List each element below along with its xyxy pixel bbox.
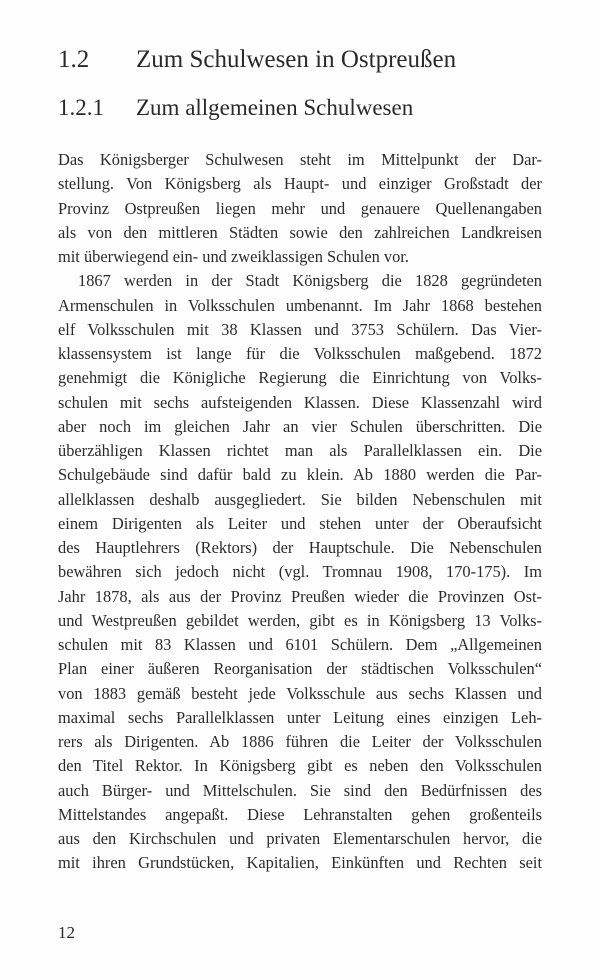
text-line: Armenschulen in Volksschulen umbenannt. Im Jahr 1868 bestehen bbox=[58, 295, 542, 315]
body-text bbox=[58, 148, 542, 876]
paragraph-2 bbox=[58, 269, 542, 875]
text-line: schulen mit 83 Klassen und 6101 Schülern. Dem „Allgemeinen bbox=[58, 635, 542, 654]
text-line: Provinz Ostpreußen liegen mehr und genauere Quellenangaben bbox=[58, 198, 542, 218]
text-line: des Hauptlehrers (Rektors) der Hauptschule. Die Nebenschulen bbox=[58, 538, 542, 557]
text-line: einem Dirigenten als Leiter und stehen unter der Oberaufsicht bbox=[58, 513, 542, 533]
text-line: klassensystem ist lange für die Volksschulen maßgebend. 1872 bbox=[58, 344, 542, 363]
text-line: und Westpreußen gebildet werden, gibt es in Königsberg 13 Volks- bbox=[58, 610, 542, 630]
subsection-heading bbox=[58, 95, 413, 121]
page-number: 12 bbox=[58, 923, 75, 942]
text-line: allelklassen deshalb ausgegliedert. Sie bilden Nebenschulen mit bbox=[58, 489, 542, 509]
text-line: aber noch im gleichen Jahr an vier Schulen überschritten. Die bbox=[58, 416, 542, 436]
text-line: überzähligen Klassen richtet man als Parallelklassen ein. Die bbox=[58, 441, 542, 460]
subsection-number: 1.2.1 bbox=[58, 95, 104, 120]
text-line: mit überwiegend ein- und zweiklassigen Schulen vor. bbox=[58, 247, 409, 266]
text-line: elf Volksschulen mit 38 Klassen und 3753 Schülern. Das Vier- bbox=[58, 319, 542, 339]
text-line: genehmigt die Königliche Regierung die Einrichtung von Volks- bbox=[58, 368, 542, 388]
text-line: aus den Kirchschulen und privaten Elementarschulen hervor, die bbox=[58, 829, 542, 848]
subsection-title: Zum allgemeinen Schulwesen bbox=[136, 95, 414, 120]
text-line: Plan einer äußeren Reorganisation der städtischen Volksschulen“ bbox=[58, 659, 542, 679]
section-heading bbox=[58, 46, 456, 74]
section-number: 1.2 bbox=[58, 46, 90, 73]
text-line: als von den mittleren Städten sowie den zahlreichen Landkreisen bbox=[58, 222, 542, 242]
text-line: Das Königsberger Schulwesen steht im Mittelpunkt der Dar- bbox=[58, 150, 542, 169]
text-line: stellung. Von Königsberg als Haupt- und einziger Großstadt der bbox=[58, 174, 542, 194]
text-line: bewähren sich jedoch nicht (vgl. Tromnau 1908, 170-175). Im bbox=[58, 562, 542, 582]
text-line: 1867 werden in der Stadt Königsberg die 1828 gegründeten bbox=[78, 271, 542, 291]
text-line: Jahr 1878, als aus der Provinz Preußen wieder die Provinzen Ost- bbox=[58, 586, 542, 606]
section-title: Zum Schulwesen in Ostpreußen bbox=[136, 46, 457, 73]
text-line: auch Bürger- und Mittelschulen. Sie sind den Bedürfnissen des bbox=[58, 780, 542, 800]
text-line: mit ihren Grundstücken, Kapitalien, Einkünften und Rechten seit bbox=[58, 853, 542, 873]
text-line: Mittelstandes angepaßt. Diese Lehranstalten gehen großenteils bbox=[58, 804, 542, 824]
text-line: rers als Dirigenten. Ab 1886 führen die Leiter der Volksschulen bbox=[58, 732, 542, 751]
text-line: Schulgebäude sind dafür bald zu klein. Ab 1880 werden die Par- bbox=[58, 465, 542, 485]
text-line: schulen mit sechs aufsteigenden Klassen. Diese Klassenzahl wird bbox=[58, 392, 542, 412]
text-line: den Titel Rektor. In Königsberg gibt es neben den Volksschulen bbox=[58, 756, 542, 776]
text-line: maximal sechs Parallelklassen unter Leitung eines einzigen Leh- bbox=[58, 707, 542, 727]
paragraph-1 bbox=[58, 148, 542, 269]
text-line: von 1883 gemäß besteht jede Volksschule aus sechs Klassen und bbox=[58, 683, 542, 703]
